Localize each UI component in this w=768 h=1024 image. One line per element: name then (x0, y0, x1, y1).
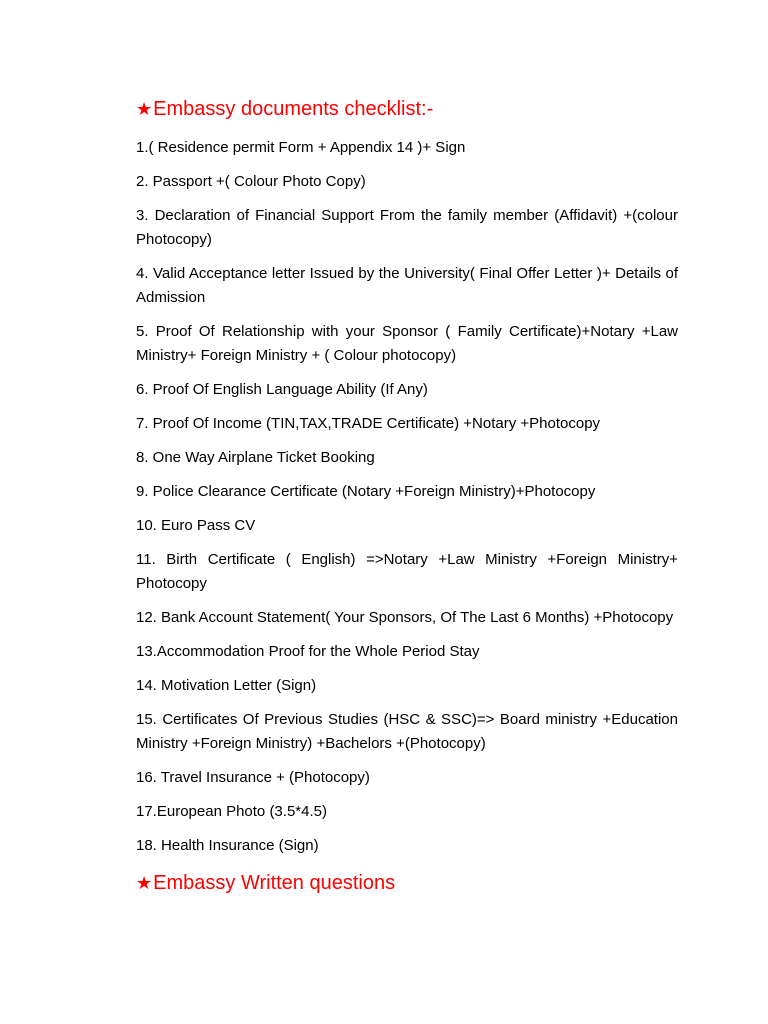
questions-heading (136, 870, 678, 896)
checklist-item: 7. Proof Of Income (TIN,TAX,TRADE Certificate) +Notary +Photocopy (136, 415, 601, 432)
star-icon: ★ (136, 99, 153, 119)
checklist-item: 11. Birth Certificate ( English) =>Notary +Law Ministry +Foreign Ministry+ Photocopy (136, 551, 678, 592)
checklist-item: 18. Health Insurance (Sign) (136, 837, 319, 854)
checklist-item: 3. Declaration of Financial Support From the family member (Affidavit) +(colour Photocopy) (136, 207, 678, 248)
checklist-item: 10. Euro Pass CV (136, 517, 256, 534)
checklist-heading-text: Embassy documents checklist:- (153, 98, 434, 120)
checklist-item: 5. Proof Of Relationship with your Sponsor ( Family Certificate)+Notary +Law Ministry+ Foreign Ministry + ( Colour photocopy) (136, 323, 678, 364)
checklist-item: 8. One Way Airplane Ticket Booking (136, 449, 375, 466)
checklist-item: 16. Travel Insurance + (Photocopy) (136, 769, 370, 786)
star-icon: ★ (136, 873, 153, 893)
checklist-item: 9. Police Clearance Certificate (Notary +Foreign Ministry)+Photocopy (136, 483, 596, 500)
checklist-heading (136, 96, 678, 122)
checklist-item: 12. Bank Account Statement( Your Sponsors, Of The Last 6 Months) +Photocopy (136, 609, 674, 626)
checklist-item: 6. Proof Of English Language Ability (If Any) (136, 381, 428, 398)
questions-heading-text: Embassy Written questions (153, 872, 396, 894)
checklist-item: 2. Passport +( Colour Photo Copy) (136, 173, 366, 190)
checklist-item: 13.Accommodation Proof for the Whole Period Stay (136, 643, 480, 660)
document-content (136, 96, 678, 896)
checklist-items (136, 136, 678, 858)
checklist-item: 17.European Photo (3.5*4.5) (136, 803, 327, 820)
checklist-item: 4. Valid Acceptance letter Issued by the University( Final Offer Letter )+ Details of Admission (136, 265, 678, 306)
checklist-item: 1.( Residence permit Form + Appendix 14 )+ Sign (136, 139, 466, 156)
checklist-item: 15. Certificates Of Previous Studies (HSC & SSC)=> Board ministry +Education Ministry +Foreign Ministry) +Bachelors +(Photocopy) (136, 711, 678, 752)
checklist-item: 14. Motivation Letter (Sign) (136, 677, 317, 694)
